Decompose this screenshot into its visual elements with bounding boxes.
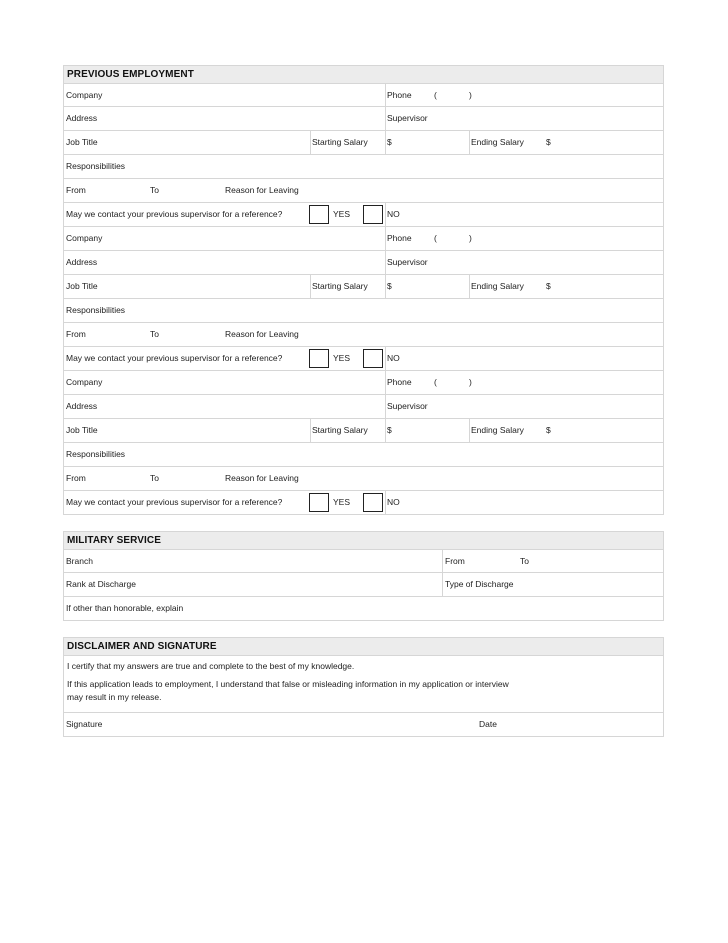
phone-open-paren: ( xyxy=(434,233,437,243)
signature-row xyxy=(63,713,664,737)
certify-text: I certify that my answers are true and complete to the best of my knowledge. xyxy=(67,661,355,671)
yes-label: YES xyxy=(333,209,351,219)
from-label: From xyxy=(445,556,465,566)
employer-block xyxy=(63,227,664,371)
ending-salary-dollar: $ xyxy=(546,425,551,435)
responsibilities-row xyxy=(63,443,664,467)
to-label: To xyxy=(150,473,159,483)
to-label: To xyxy=(150,329,159,339)
responsibilities-label: Responsibilities xyxy=(66,449,126,459)
employer-block xyxy=(63,371,664,515)
ending-salary-label: Ending Salary xyxy=(471,281,524,291)
ending-salary-dollar: $ xyxy=(546,281,551,291)
to-label: To xyxy=(520,556,529,566)
phone-label: Phone xyxy=(387,90,412,100)
contact-question: May we contact your previous supervisor for a reference? xyxy=(66,497,283,507)
contact-question: May we contact your previous supervisor for a reference? xyxy=(66,353,283,363)
company-row xyxy=(63,371,664,395)
no-checkbox[interactable] xyxy=(363,205,383,224)
address-label: Address xyxy=(66,257,98,267)
contact-row xyxy=(63,203,664,227)
job-title-row xyxy=(63,275,664,299)
dates-row xyxy=(63,467,664,491)
responsibilities-row xyxy=(63,299,664,323)
previous-employment-section xyxy=(63,65,664,515)
address-row xyxy=(63,107,664,131)
company-label: Company xyxy=(66,233,103,243)
certify-row xyxy=(63,655,664,675)
yes-checkbox[interactable] xyxy=(309,349,329,368)
section-title: MILITARY SERVICE xyxy=(63,531,664,549)
address-row xyxy=(63,395,664,419)
ending-salary-dollar: $ xyxy=(546,137,551,147)
no-label: NO xyxy=(387,353,400,363)
date-label: Date xyxy=(479,719,497,729)
reason-for-leaving-label: Reason for Leaving xyxy=(225,185,299,195)
contact-row xyxy=(63,491,664,515)
release-text-line1: If this application leads to employment, I understand that false or misleading information in my application or interview xyxy=(67,679,509,689)
address-row xyxy=(63,251,664,275)
company-row xyxy=(63,83,664,107)
dates-row xyxy=(63,179,664,203)
starting-salary-dollar: $ xyxy=(387,137,392,147)
job-title-label: Job Title xyxy=(66,137,98,147)
job-title-label: Job Title xyxy=(66,425,98,435)
starting-salary-label: Starting Salary xyxy=(312,425,368,435)
rank-row xyxy=(63,573,664,597)
employer-block xyxy=(63,83,664,227)
ending-salary-label: Ending Salary xyxy=(471,137,524,147)
phone-label: Phone xyxy=(387,377,412,387)
address-label: Address xyxy=(66,113,98,123)
phone-open-paren: ( xyxy=(434,90,437,100)
from-label: From xyxy=(66,473,86,483)
yes-label: YES xyxy=(333,353,351,363)
release-row xyxy=(63,675,664,713)
company-label: Company xyxy=(66,377,103,387)
dates-row xyxy=(63,323,664,347)
no-label: NO xyxy=(387,209,400,219)
no-checkbox[interactable] xyxy=(363,349,383,368)
branch-label: Branch xyxy=(66,556,93,566)
section-title: PREVIOUS EMPLOYMENT xyxy=(63,65,664,83)
supervisor-label: Supervisor xyxy=(387,113,428,123)
military-service-section xyxy=(63,531,664,621)
employer-blocks xyxy=(63,83,664,515)
signature-label: Signature xyxy=(66,719,103,729)
release-text-line2: may result in my release. xyxy=(67,692,162,702)
disclaimer-section xyxy=(63,637,664,737)
starting-salary-label: Starting Salary xyxy=(312,281,368,291)
reason-for-leaving-label: Reason for Leaving xyxy=(225,473,299,483)
from-label: From xyxy=(66,185,86,195)
company-label: Company xyxy=(66,90,103,100)
supervisor-label: Supervisor xyxy=(387,401,428,411)
job-title-label: Job Title xyxy=(66,281,98,291)
to-label: To xyxy=(150,185,159,195)
explain-row xyxy=(63,597,664,621)
from-label: From xyxy=(66,329,86,339)
phone-close-paren: ) xyxy=(469,377,472,387)
reason-for-leaving-label: Reason for Leaving xyxy=(225,329,299,339)
phone-label: Phone xyxy=(387,233,412,243)
yes-checkbox[interactable] xyxy=(309,493,329,512)
branch-row xyxy=(63,549,664,573)
starting-salary-dollar: $ xyxy=(387,281,392,291)
responsibilities-row xyxy=(63,155,664,179)
supervisor-label: Supervisor xyxy=(387,257,428,267)
starting-salary-dollar: $ xyxy=(387,425,392,435)
phone-close-paren: ) xyxy=(469,90,472,100)
no-label: NO xyxy=(387,497,400,507)
responsibilities-label: Responsibilities xyxy=(66,305,126,315)
job-title-row xyxy=(63,131,664,155)
responsibilities-label: Responsibilities xyxy=(66,161,126,171)
yes-checkbox[interactable] xyxy=(309,205,329,224)
job-title-row xyxy=(63,419,664,443)
no-checkbox[interactable] xyxy=(363,493,383,512)
company-row xyxy=(63,227,664,251)
phone-open-paren: ( xyxy=(434,377,437,387)
section-title: DISCLAIMER AND SIGNATURE xyxy=(63,637,664,655)
yes-label: YES xyxy=(333,497,351,507)
rank-label: Rank at Discharge xyxy=(66,579,136,589)
ending-salary-label: Ending Salary xyxy=(471,425,524,435)
contact-row xyxy=(63,347,664,371)
address-label: Address xyxy=(66,401,98,411)
phone-close-paren: ) xyxy=(469,233,472,243)
starting-salary-label: Starting Salary xyxy=(312,137,368,147)
contact-question: May we contact your previous supervisor for a reference? xyxy=(66,209,283,219)
type-of-discharge-label: Type of Discharge xyxy=(445,579,514,589)
explain-label: If other than honorable, explain xyxy=(66,603,184,613)
